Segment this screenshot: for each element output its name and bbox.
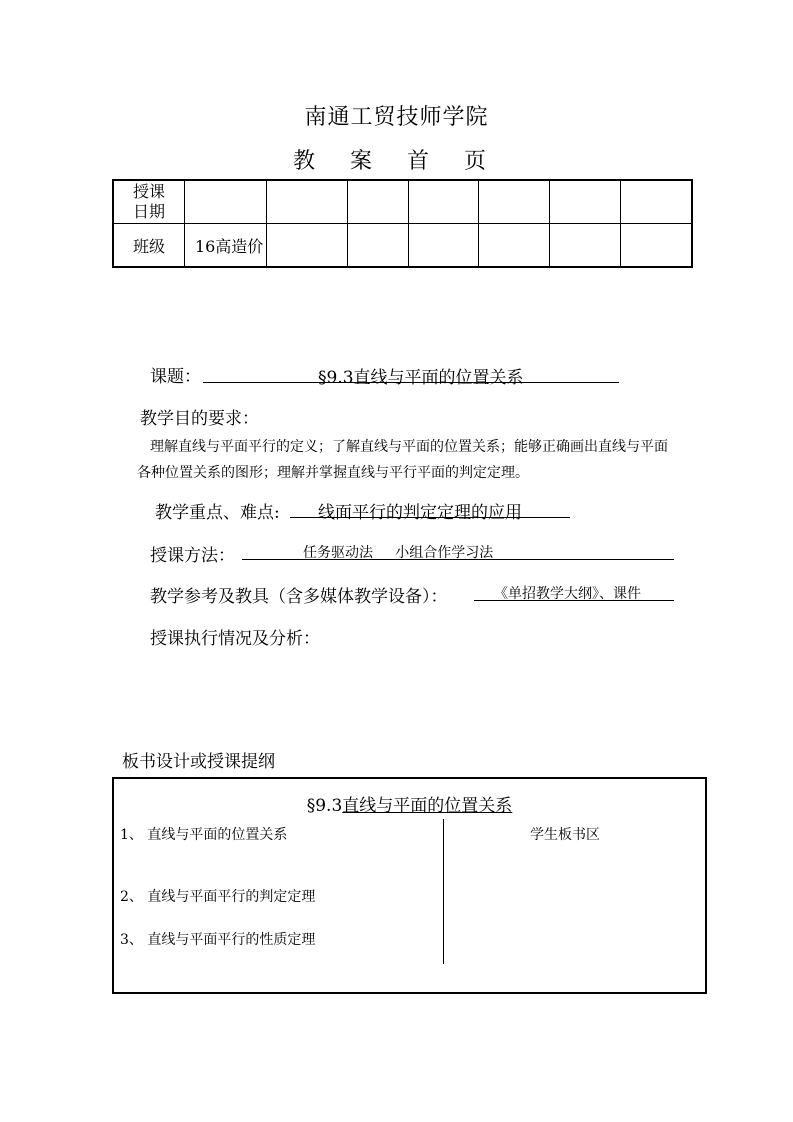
method-label: 授课方法： — [150, 546, 235, 566]
objectives-line-2: 各种位置关系的图形；理解并掌握直线与平行平面的判定定理。 — [137, 465, 529, 481]
class-value: 16高造价 — [184, 224, 266, 268]
table-cell — [347, 224, 408, 268]
topic-value: §9.3直线与平面的位置关系 — [318, 368, 524, 388]
date-label: 授课日期 — [132, 182, 165, 221]
objectives-line-1: 理解直线与平面平行的定义；了解直线与平面的位置关系；能够正确画出直线与平面 — [150, 439, 668, 455]
table-cell — [266, 180, 347, 224]
board-section-label: 板书设计或授课提纲 — [122, 752, 275, 772]
board-item: 2、 直线与平面平行的判定定理 — [120, 889, 316, 905]
board-design-box — [112, 777, 707, 994]
table-cell — [479, 224, 550, 268]
key-points-value: 线面平行的判定定理的应用 — [318, 503, 522, 523]
board-divider — [443, 819, 444, 964]
date-label-cell — [113, 180, 184, 224]
table-cell — [550, 224, 621, 268]
table-cell — [621, 224, 692, 268]
board-item: 1、 直线与平面的位置关系 — [120, 827, 288, 843]
schedule-table — [112, 179, 693, 268]
board-item: 3、 直线与平面平行的性质定理 — [120, 932, 316, 948]
table-cell — [266, 224, 347, 268]
table-cell — [347, 180, 408, 224]
table-row — [113, 180, 692, 224]
table-cell — [550, 180, 621, 224]
student-board-area: 学生板书区 — [530, 827, 600, 843]
topic-label: 课题： — [150, 367, 201, 387]
analysis-label: 授课执行情况及分析： — [150, 629, 320, 649]
reference-label: 教学参考及教具（含多媒体教学设备）： — [150, 587, 448, 607]
key-points-label: 教学重点、难点: — [155, 503, 280, 523]
board-header-prefix: §9.3 — [306, 796, 343, 816]
table-cell — [621, 180, 692, 224]
board-header — [114, 791, 705, 816]
class-label-cell — [113, 224, 184, 268]
table-cell — [479, 180, 550, 224]
objectives-label: 教学目的要求： — [140, 409, 259, 429]
table-cell — [408, 224, 479, 268]
class-label: 班级 — [132, 236, 165, 256]
table-row — [113, 224, 692, 268]
reference-value: 《单招教学大纲》、课件 — [494, 586, 641, 602]
board-header-title: 直线与平面的位置关系 — [342, 796, 513, 816]
method-value: 任务驱动法 小组合作学习法 — [303, 545, 494, 561]
table-cell — [184, 180, 266, 224]
table-cell — [408, 180, 479, 224]
school-name: 南通工贸技师学院 — [304, 105, 489, 130]
page-title: 教 案 首 页 — [293, 149, 500, 174]
